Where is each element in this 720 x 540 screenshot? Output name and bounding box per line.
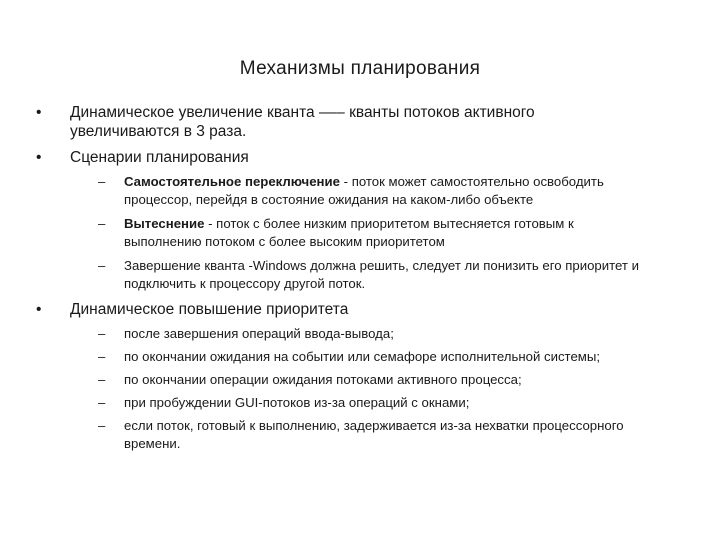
term-bold: Самостоятельное переключение bbox=[124, 174, 340, 189]
dash-marker: – bbox=[98, 216, 106, 231]
sub-item-text bbox=[124, 257, 694, 292]
priority-item-text: при пробуждении GUI-потоков из-за операций с окнами; bbox=[124, 395, 470, 410]
slide-title: Механизмы планирования bbox=[239, 58, 481, 79]
dash-marker: – bbox=[98, 372, 106, 387]
bullet-marker: • bbox=[36, 104, 42, 121]
sub-item-text bbox=[124, 173, 684, 208]
priority-item-line: времени. bbox=[124, 435, 181, 451]
sub-item-line: процессор, перейдя в состояние ожидания на каком-либо объекте bbox=[124, 191, 534, 207]
dash-marker: – bbox=[98, 174, 106, 189]
dash-marker: – bbox=[98, 326, 106, 341]
sub-item-text bbox=[124, 215, 684, 250]
term-bold: Вытеснение bbox=[124, 216, 205, 231]
bullet-text: Динамическое повышение приоритета bbox=[70, 301, 349, 318]
priority-item-text: по окончании операции ожидания потоками активного процесса; bbox=[124, 372, 522, 387]
bullet-text bbox=[70, 103, 670, 141]
dash-marker: – bbox=[98, 258, 106, 273]
sub-item-line bbox=[124, 173, 684, 191]
sub-item-line bbox=[124, 215, 684, 233]
sub-item-line: выполнению потоком с более высоким приоритетом bbox=[124, 233, 445, 249]
bullet-line: Динамическое увеличение кванта ––– кванты потоков активного bbox=[70, 104, 535, 121]
dash-marker: – bbox=[98, 395, 106, 410]
dash-marker: – bbox=[98, 418, 106, 433]
dash-marker: – bbox=[98, 349, 106, 364]
priority-item-text: по окончании ожидания на событии или семафоре исполнительной системы; bbox=[124, 349, 600, 364]
bullet-text: Сценарии планирования bbox=[70, 149, 249, 166]
term-desc: - поток с более низким приоритетом вытесняется готовым к bbox=[204, 216, 574, 231]
bullet-line: увеличиваются в 3 раза. bbox=[70, 123, 247, 140]
priority-item-text: после завершения операций ввода-вывода; bbox=[124, 326, 394, 341]
priority-item-line: если поток, готовый к выполнению, задерживается из-за нехватки процессорного bbox=[124, 418, 624, 433]
sub-item-line: подключить к процессору другой поток. bbox=[124, 275, 366, 291]
bullet-marker: • bbox=[36, 149, 42, 166]
priority-item-text bbox=[124, 417, 694, 452]
sub-item-line: Завершение кванта -Windows должна решить, следует ли понизить его приоритет и bbox=[124, 258, 639, 273]
bullet-marker: • bbox=[36, 301, 42, 318]
term-desc: - поток может самостоятельно освободить bbox=[339, 174, 604, 189]
